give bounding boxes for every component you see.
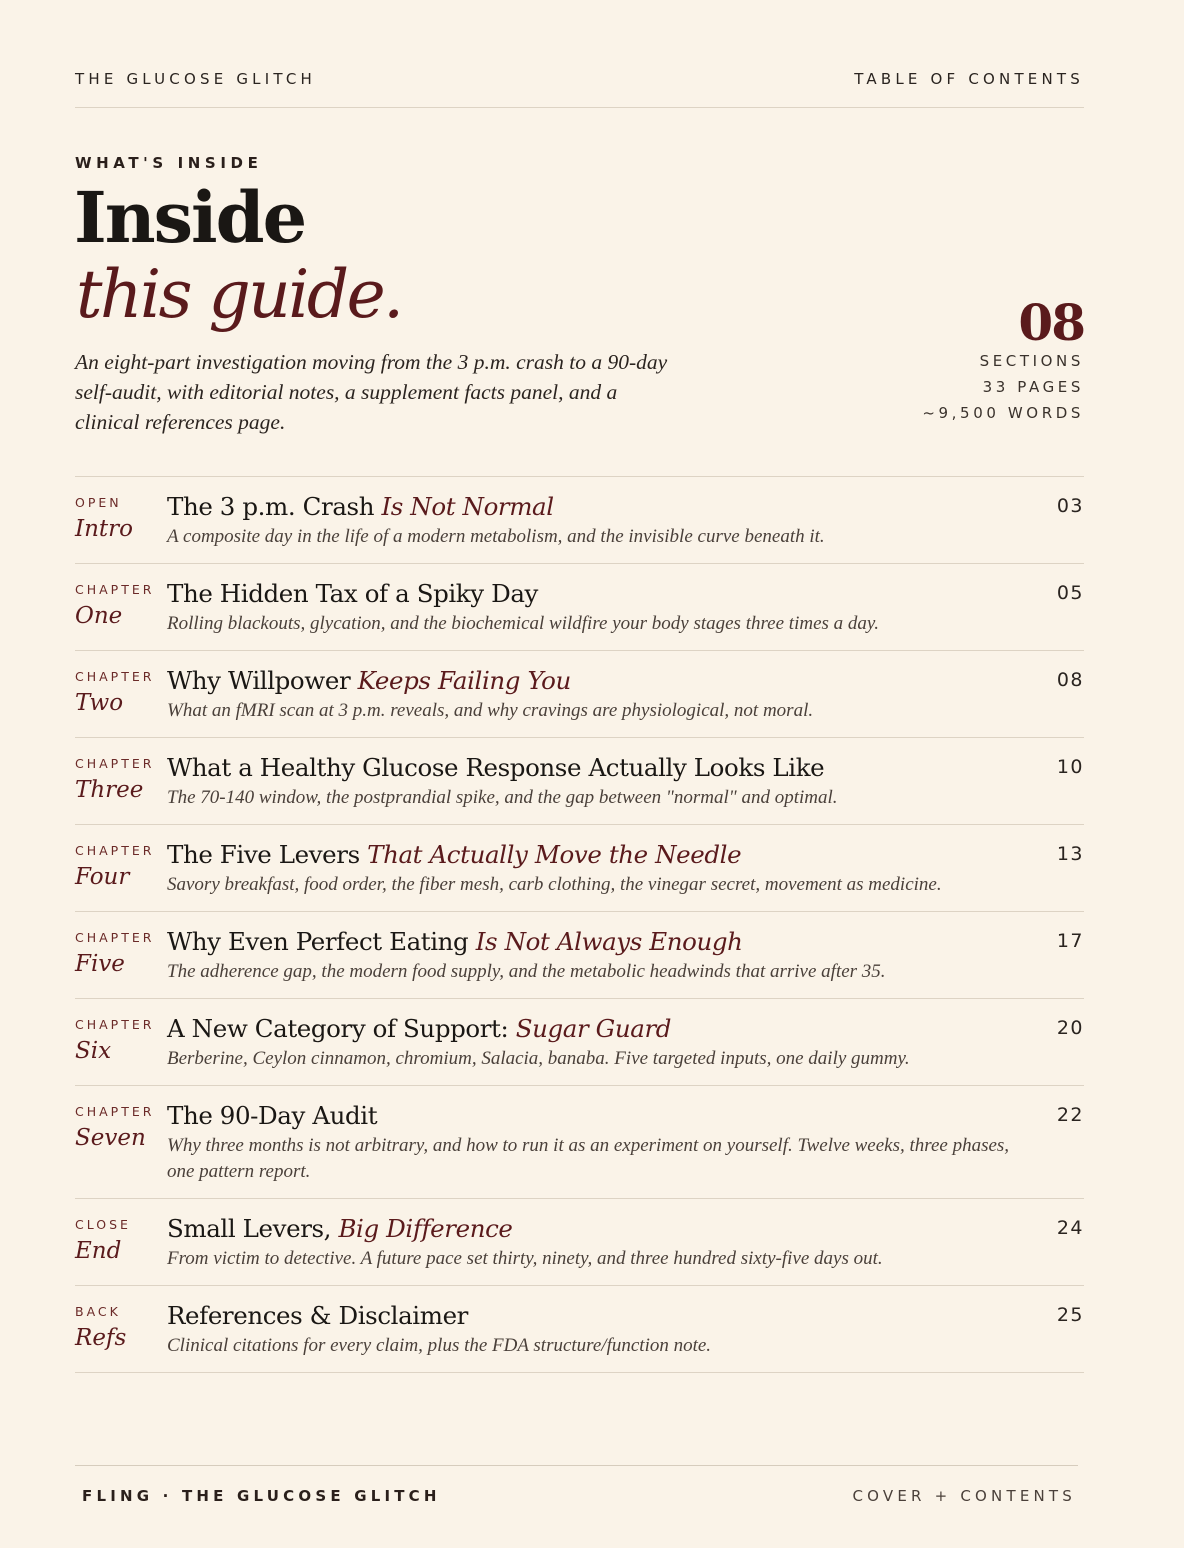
toc-entry-kicker: CHAPTER xyxy=(75,582,155,597)
toc-entry-title-text: What a Healthy Glucose Response Actually Looks Like xyxy=(167,753,825,782)
toc-entry-title-text: Small Levers, xyxy=(167,1214,339,1243)
toc-entry-page-number[interactable]: 24 xyxy=(1056,1217,1084,1239)
toc-entry[interactable] xyxy=(75,1199,1084,1286)
toc-entry-title[interactable] xyxy=(167,665,1014,697)
header-section-label: TABLE OF CONTENTS xyxy=(854,70,1084,88)
toc-entry-body xyxy=(167,1213,1034,1272)
stat-sections: SECTIONS xyxy=(979,352,1084,370)
toc-entry-label xyxy=(75,578,167,637)
toc-entry-page-number[interactable]: 17 xyxy=(1056,930,1084,952)
toc-entry-title[interactable] xyxy=(167,1013,1014,1045)
toc-entry-page-number[interactable]: 08 xyxy=(1056,669,1084,691)
hero-eyebrow: WHAT'S INSIDE xyxy=(75,154,263,172)
toc-entry-title[interactable] xyxy=(167,1100,1014,1132)
toc-entry-kicker: CHAPTER xyxy=(75,843,155,858)
toc-entry-title-emphasis: Is Not Normal xyxy=(381,492,554,521)
toc-entry-number: Six xyxy=(75,1038,112,1064)
toc-entry-kicker: CHAPTER xyxy=(75,756,155,771)
toc-entry-kicker: CHAPTER xyxy=(75,1017,155,1032)
toc-entry-title-text: The Hidden Tax of a Spiky Day xyxy=(167,579,538,608)
toc-entry-title[interactable] xyxy=(167,839,1014,871)
toc-entry-label xyxy=(75,1300,167,1359)
toc-entry[interactable] xyxy=(75,477,1084,564)
toc-entry-label xyxy=(75,839,167,898)
toc-entry-description: What an fMRI scan at 3 p.m. reveals, and why cravings are physiological, not moral. xyxy=(167,700,814,721)
footer-section: COVER + CONTENTS xyxy=(852,1487,1076,1505)
toc-entry-body xyxy=(167,1100,1034,1185)
toc-entry-body xyxy=(167,1013,1034,1072)
toc-entry-title[interactable] xyxy=(167,1213,1014,1245)
toc-entry-title[interactable] xyxy=(167,752,1014,784)
toc-entry-body xyxy=(167,578,1034,637)
toc-entry-label xyxy=(75,491,167,550)
hero-title-line1: Inside xyxy=(74,176,306,259)
page-header xyxy=(75,70,1084,88)
header-divider xyxy=(75,107,1084,108)
toc-entry-title-emphasis: Big Difference xyxy=(338,1214,513,1243)
toc-entry-description: Savory breakfast, food order, the fiber mesh, carb clothing, the vinegar secret, movement as medicine. xyxy=(167,874,942,895)
toc-entry-title[interactable] xyxy=(167,926,1014,958)
toc-entry[interactable] xyxy=(75,1286,1084,1373)
toc-entry[interactable] xyxy=(75,999,1084,1086)
toc-entry-number: Refs xyxy=(75,1325,127,1351)
stat-pages: 33 PAGES xyxy=(982,378,1084,396)
toc-entry-title[interactable] xyxy=(167,1300,1014,1332)
toc-entry-number: Intro xyxy=(75,516,133,542)
toc-entry-kicker: BACK xyxy=(75,1304,121,1319)
toc-entry[interactable] xyxy=(75,1086,1084,1199)
toc-entry-number: One xyxy=(75,603,123,629)
toc-entry-page-number[interactable]: 03 xyxy=(1056,495,1084,517)
toc-entry-title-emphasis: Sugar Guard xyxy=(515,1014,672,1043)
toc-entry-page-number[interactable]: 25 xyxy=(1056,1304,1084,1326)
toc-entry-body xyxy=(167,752,1034,811)
toc-entry-number: Four xyxy=(75,864,130,890)
toc-entry-number: Two xyxy=(75,690,124,716)
toc-entry[interactable] xyxy=(75,738,1084,825)
toc-entry[interactable] xyxy=(75,825,1084,912)
footer-divider xyxy=(75,1465,1078,1466)
toc-entry-page-number[interactable]: 13 xyxy=(1056,843,1084,865)
toc-entry-title-text: References & Disclaimer xyxy=(167,1301,468,1330)
toc-entry-description: Rolling blackouts, glycation, and the biochemical wildfire your body stages three times a day. xyxy=(167,613,880,634)
toc-entry-label xyxy=(75,926,167,985)
toc-entry-title-text: The 3 p.m. Crash xyxy=(167,492,382,521)
toc-entry-label xyxy=(75,1100,167,1185)
toc-entry-kicker: CLOSE xyxy=(75,1217,131,1232)
toc-entry-title-emphasis: That Actually Move the Needle xyxy=(367,840,742,869)
footer-brand: FLING · THE GLUCOSE GLITCH xyxy=(82,1487,441,1505)
toc-entry-title[interactable] xyxy=(167,578,1014,610)
stat-words: ~9,500 WORDS xyxy=(922,404,1084,422)
toc-entry-number: End xyxy=(75,1238,122,1264)
toc-entry-description: The adherence gap, the modern food supply, and the metabolic headwinds that arrive after 35. xyxy=(167,961,886,982)
toc-entry-description: Berberine, Ceylon cinnamon, chromium, Salacia, banaba. Five targeted inputs, one daily gummy. xyxy=(167,1048,910,1069)
toc-entry-page-number[interactable]: 20 xyxy=(1056,1017,1084,1039)
toc-entry-label xyxy=(75,752,167,811)
toc-entry-description: From victim to detective. A future pace set thirty, ninety, and three hundred sixty-five days out. xyxy=(167,1248,883,1269)
toc-entry-description: Clinical citations for every claim, plus the FDA structure/function note. xyxy=(167,1335,712,1356)
toc-entry-page-number[interactable]: 10 xyxy=(1056,756,1084,778)
hero-title-line2: this guide. xyxy=(76,256,402,333)
toc-entry-title-text: Why Even Perfect Eating xyxy=(167,927,476,956)
toc-entry[interactable] xyxy=(75,651,1084,738)
toc-entry-title-emphasis: Keeps Failing You xyxy=(357,666,571,695)
toc-entry-page-number[interactable]: 22 xyxy=(1056,1104,1084,1126)
toc-entry-title[interactable] xyxy=(167,491,1014,523)
toc-entry-title-text: The 90-Day Audit xyxy=(167,1101,378,1130)
toc-entry-description: A composite day in the life of a modern metabolism, and the invisible curve beneath it. xyxy=(167,526,825,547)
toc-entry-label xyxy=(75,1013,167,1072)
toc-entry-description: Why three months is not arbitrary, and how to run it as an experiment on yourself. Twelve weeks, three phases, one pattern report. xyxy=(167,1135,1010,1182)
page-footer xyxy=(82,1487,1076,1505)
toc-entry-body xyxy=(167,665,1034,724)
toc-entry-label xyxy=(75,665,167,724)
toc-entry-title-text: The Five Levers xyxy=(167,840,368,869)
toc-entry-number: Five xyxy=(75,951,125,977)
toc-entry-title-text: A New Category of Support: xyxy=(167,1014,516,1043)
guide-stats xyxy=(922,293,1084,426)
header-publication-title: THE GLUCOSE GLITCH xyxy=(75,70,316,88)
toc-entry-number: Seven xyxy=(75,1125,146,1151)
toc-entry-title-emphasis: Is Not Always Enough xyxy=(475,927,743,956)
table-of-contents xyxy=(75,476,1084,1373)
section-count: 08 xyxy=(1018,293,1084,352)
toc-entry-kicker: OPEN xyxy=(75,495,122,510)
toc-entry-kicker: CHAPTER xyxy=(75,930,155,945)
toc-entry-body xyxy=(167,926,1034,985)
toc-entry-page-number[interactable]: 05 xyxy=(1056,582,1084,604)
toc-entry-body xyxy=(167,839,1034,898)
toc-entry-body xyxy=(167,1300,1034,1359)
toc-entry-title-text: Why Willpower xyxy=(167,666,358,695)
toc-entry-label xyxy=(75,1213,167,1272)
toc-entry-description: The 70-140 window, the postprandial spike, and the gap between "normal" and optimal. xyxy=(167,787,838,808)
hero-description: An eight-part investigation moving from the 3 p.m. crash to a 90-day self-audit, with editorial notes, a supplement facts panel, and a clinical references page. xyxy=(75,350,668,434)
toc-entry-number: Three xyxy=(75,777,144,803)
toc-entry-body xyxy=(167,491,1034,550)
toc-entry-kicker: CHAPTER xyxy=(75,669,155,684)
toc-entry-kicker: CHAPTER xyxy=(75,1104,155,1119)
toc-entry[interactable] xyxy=(75,912,1084,999)
toc-entry[interactable] xyxy=(75,564,1084,651)
